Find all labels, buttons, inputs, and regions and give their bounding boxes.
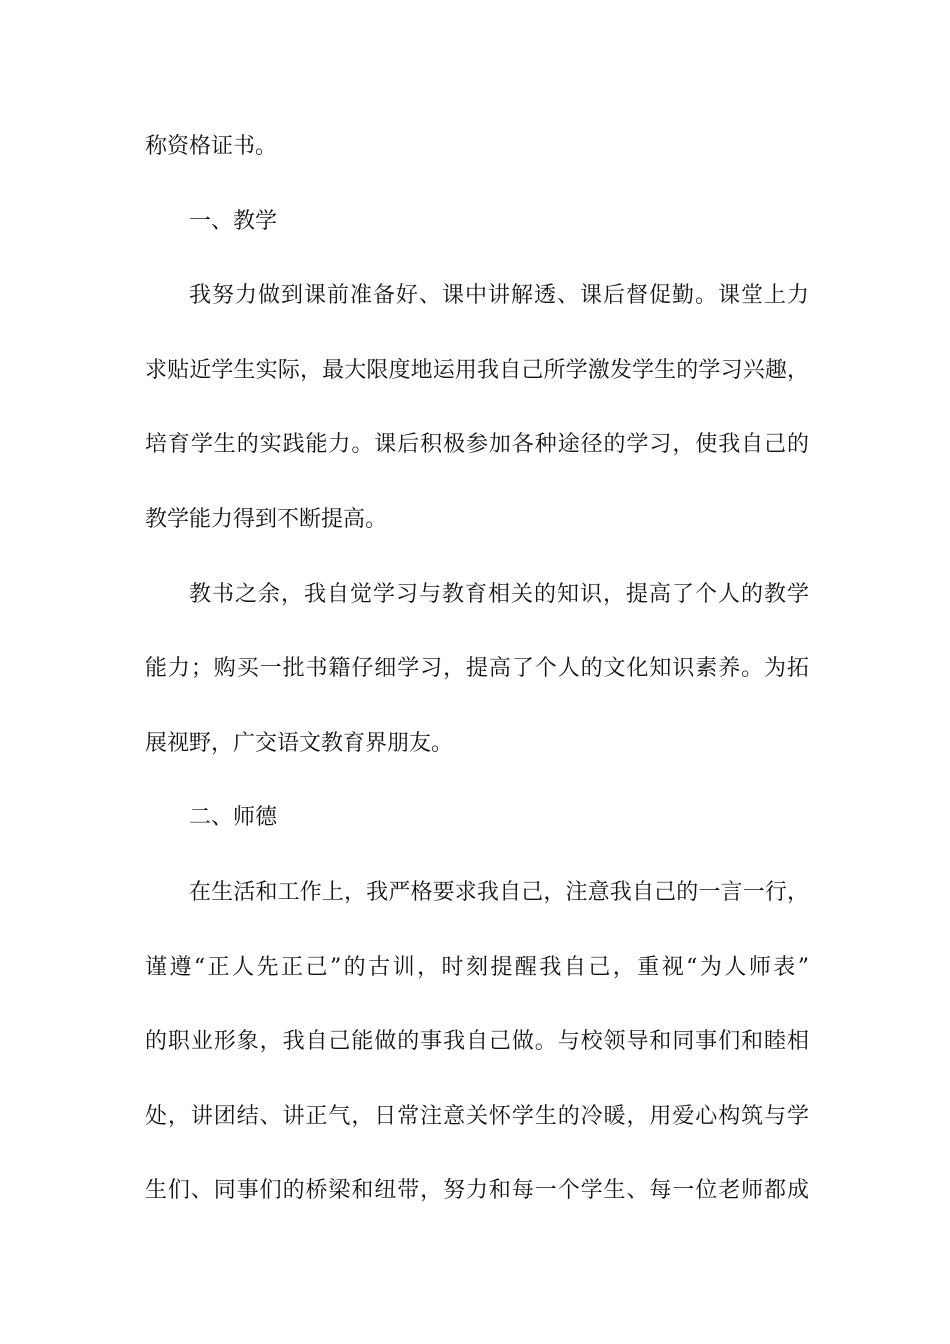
text-line: 我努力做到课前准备好、课中讲解透、课后督促勤。课堂上力 [189,283,809,309]
text-line: 教学能力得到不断提高。 [145,506,388,532]
text-line: 能力；购买一批书籍仔细学习，提高了个人的文化知识素养。为拓 [145,656,809,682]
text-line: 展视野，广交语文教育界朋友。 [145,730,454,756]
document-body [145,127,809,1246]
text-line: 称资格证书。 [145,134,278,159]
text-line: 的职业形象，我自己能做的事我自己做。与校领导和同事们和睦相 [145,1029,809,1055]
text-line: 处，讲团结、讲正气，日常注意关怀学生的冷暖，用爱心构筑与学 [145,1103,809,1129]
text-line: 教书之余，我自觉学习与教育相关的知识，提高了个人的教学 [189,581,809,607]
section-heading: 一、教学 [189,208,278,234]
text-line: 谨遵“正人先正己”的古训，时刻提醒我自己，重视“为人师表” [145,954,809,980]
text-line: 生们、同事们的桥梁和纽带，努力和每一个学生、每一位老师都成 [145,1178,809,1204]
section-heading: 二、师德 [189,805,278,831]
text-line: 在生活和工作上，我严格要求我自己，注意我自己的一言一行， [189,879,809,905]
text-line: 培育学生的实践能力。课后积极参加各种途径的学习，使我自己的 [145,432,809,458]
text-line: 求贴近学生实际，最大限度地运用我自己所学激发学生的学习兴趣， [145,357,809,383]
